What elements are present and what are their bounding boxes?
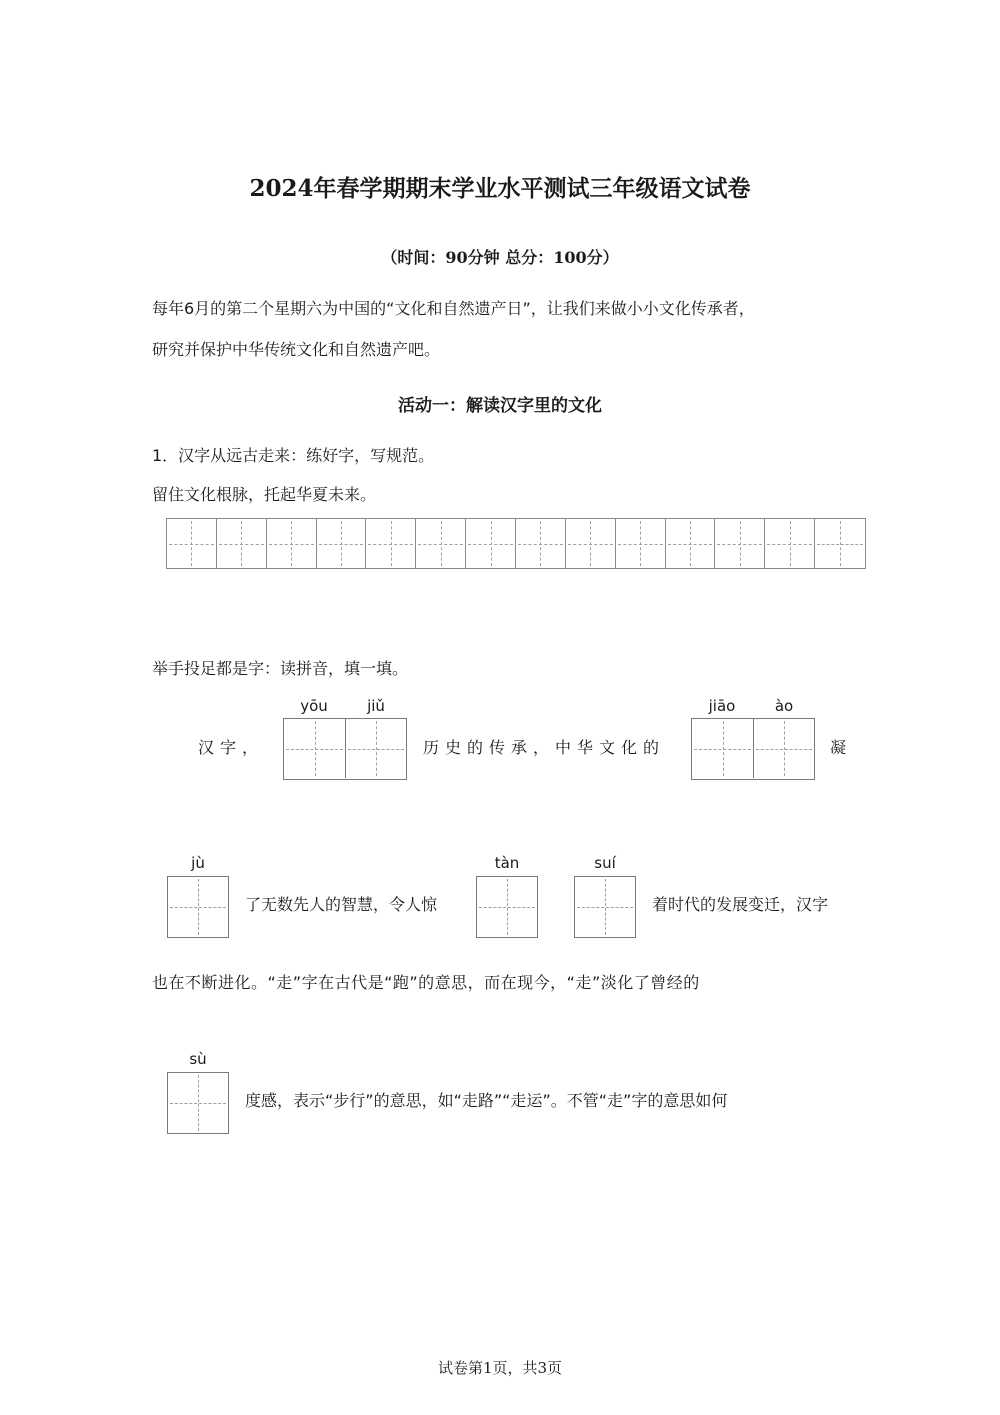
practice-cell[interactable] <box>466 519 516 568</box>
pinyin-jiao: jiāo <box>708 697 736 715</box>
practice-cell[interactable] <box>815 519 865 568</box>
exam-info: （时间：90分钟 总分：100分） <box>381 248 619 267</box>
practice-cell[interactable] <box>715 519 765 568</box>
practice-cell[interactable] <box>217 519 267 568</box>
passage-seg-1: 汉字， <box>198 738 265 757</box>
passage-seg-4: 了无数先人的智慧，令人惊 <box>245 895 438 914</box>
passage-seg-5: 着时代的发展变迁，汉字 <box>652 895 829 914</box>
practice-cell[interactable] <box>416 519 466 568</box>
practice-cell[interactable] <box>366 519 416 568</box>
pinyin-ao: ào <box>774 697 794 715</box>
answer-box-tan[interactable] <box>476 876 538 938</box>
activity-heading: 活动一：解读汉字里的文化 <box>398 396 602 416</box>
answer-box-ju[interactable] <box>167 876 229 938</box>
intro-line-2: 研究并保护中华传统文化和自然遗产吧。 <box>152 340 441 359</box>
pinyin-su: sù <box>189 1050 207 1068</box>
passage-seg-7: 度感，表示“步行”的意思，如“走路”“走运”。不管“走”字的意思如何 <box>245 1091 728 1110</box>
practice-cell[interactable] <box>666 519 716 568</box>
answer-box-youjiu[interactable] <box>283 718 407 780</box>
practice-cell[interactable] <box>317 519 367 568</box>
practice-cell[interactable] <box>566 519 616 568</box>
intro-line-1: 每年6月的第二个星期六为中国的“文化和自然遗产日”，让我们来做小小文化传承者， <box>152 299 755 318</box>
practice-cell[interactable] <box>167 519 217 568</box>
answer-box-su[interactable] <box>167 1072 229 1134</box>
pinyin-ju: jù <box>191 854 205 872</box>
pinyin-jiu: jiǔ <box>367 697 385 715</box>
passage-seg-2: 历史的传承，中华文化的 <box>423 738 666 757</box>
writing-practice-grid[interactable] <box>166 518 866 569</box>
passage-seg-3: 凝 <box>830 738 847 757</box>
answer-box-jiaoao[interactable] <box>691 718 815 780</box>
practice-cell[interactable] <box>516 519 566 568</box>
copy-sentence: 留住文化根脉，托起华夏未来。 <box>152 485 377 504</box>
pinyin-sui: suí <box>594 854 616 872</box>
practice-cell[interactable] <box>765 519 815 568</box>
answer-box-sui[interactable] <box>574 876 636 938</box>
pinyin-you: yōu <box>300 697 328 715</box>
pinyin-tan: tàn <box>494 854 520 872</box>
practice-cell[interactable] <box>267 519 317 568</box>
pinyin-prompt: 举手投足都是字：读拼音，填一填。 <box>152 659 409 678</box>
page-footer: 试卷第1页，共3页 <box>437 1359 563 1377</box>
page-title: 2024年春学期期末学业水平测试三年级语文试卷 <box>249 175 751 202</box>
passage-seg-6: 也在不断进化。“走”字在古代是“跑”的意思，而在现今，“走”淡化了曾经的 <box>152 973 700 992</box>
practice-cell[interactable] <box>616 519 666 568</box>
question-1-label: 1．汉字从远古走来：练好字，写规范。 <box>152 446 435 465</box>
